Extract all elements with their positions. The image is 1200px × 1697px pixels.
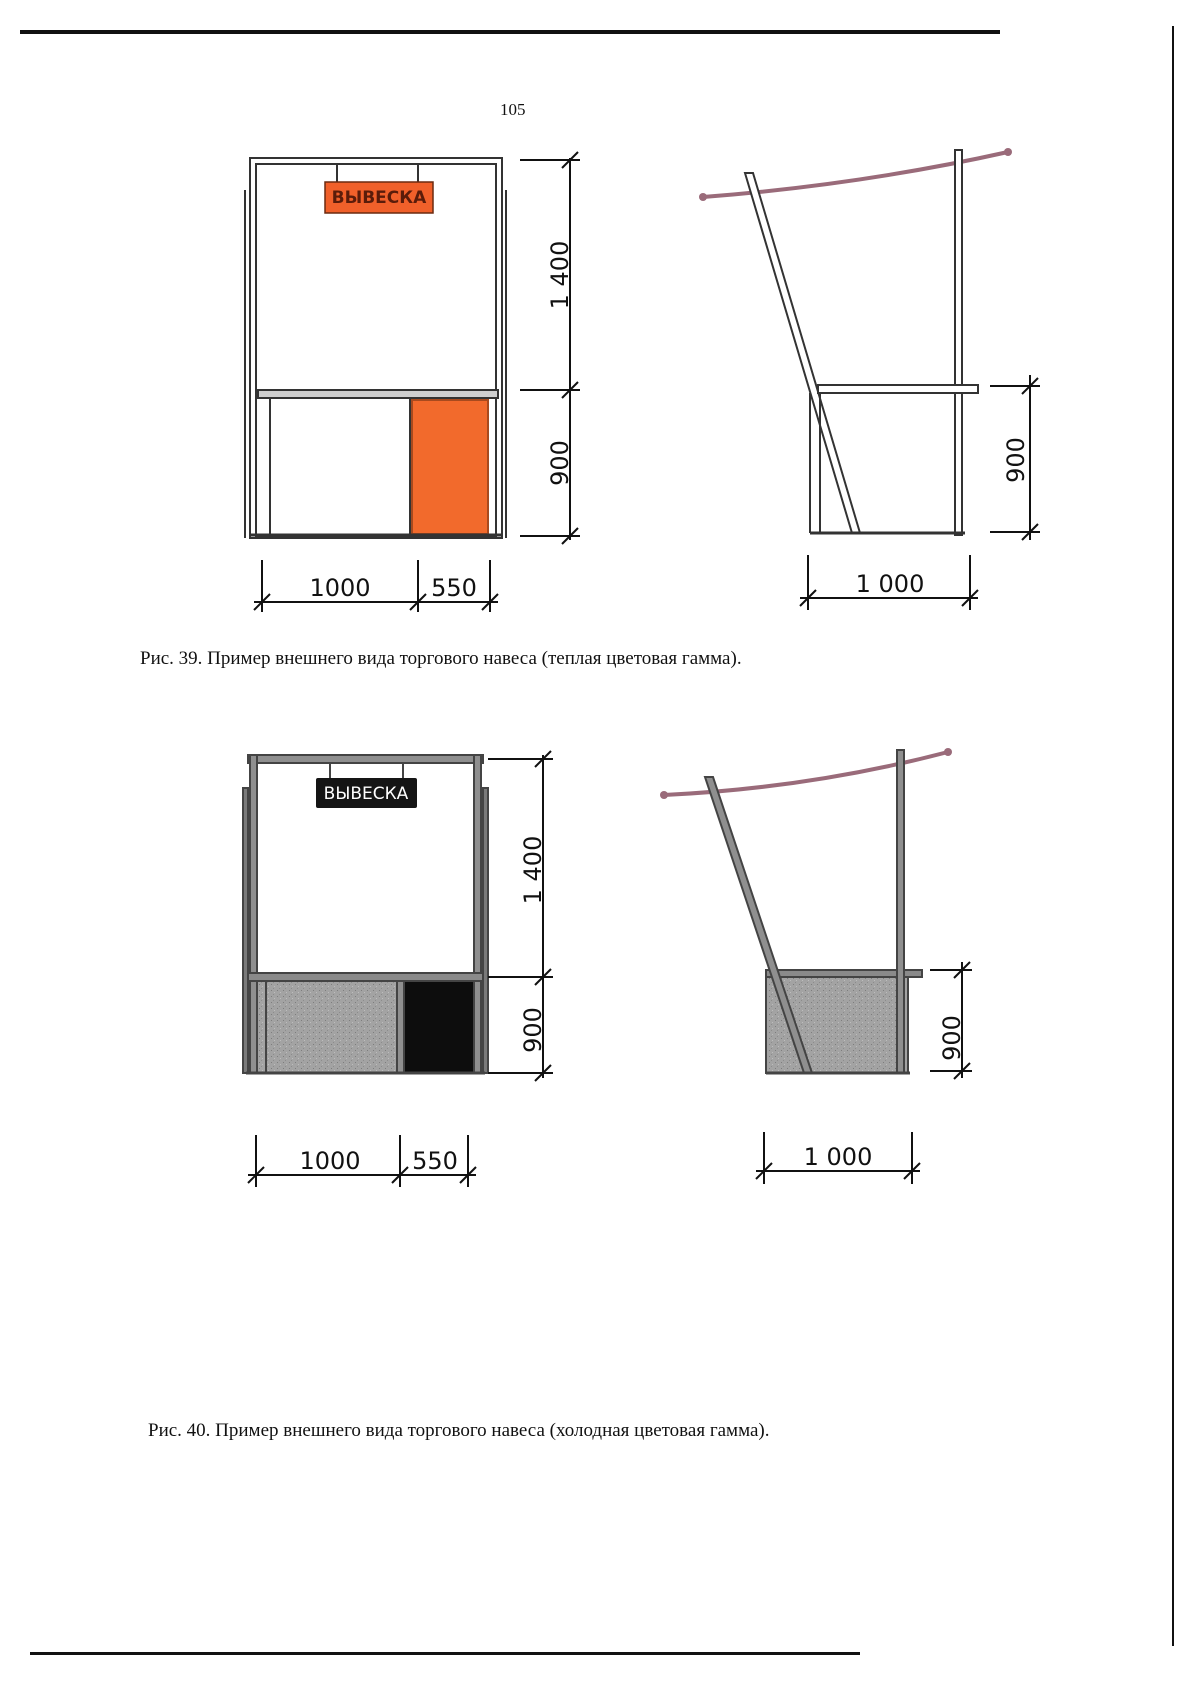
- dim-width-left-cold: 1000: [299, 1147, 361, 1175]
- dim-height-bottom-warm: 900: [546, 440, 574, 486]
- side-view-cold: [660, 748, 952, 1073]
- bottom-rule: [30, 1652, 860, 1655]
- dim-width-right-warm: 550: [431, 574, 477, 602]
- dim-side-width-cold: 1 000: [803, 1143, 873, 1171]
- dim-side-height-cold: 900: [938, 1015, 966, 1061]
- dim-width-right-cold: 550: [412, 1147, 458, 1175]
- dim-width-left-warm: 1000: [309, 574, 371, 602]
- figure-40-caption: Рис. 40. Пример внешнего вида торгового навеса (холодная цветовая гамма).: [148, 1420, 770, 1441]
- dim-height-bottom-cold: 900: [519, 1007, 547, 1053]
- dim-side-width-warm: 1 000: [855, 570, 925, 598]
- side-view-warm: [699, 148, 1012, 535]
- front-view-warm: [245, 158, 506, 538]
- dim-height-top-warm: 1 400: [546, 240, 574, 310]
- sign-text-cold: ВЫВЕСКА: [323, 784, 409, 804]
- figure-39-caption: Рис. 39. Пример внешнего вида торгового навеса (теплая цветовая гамма).: [140, 648, 742, 669]
- figure-39-drawing: [0, 0, 1200, 640]
- page-number: 105: [500, 100, 526, 119]
- door-panel-cold: [404, 981, 474, 1073]
- dim-side-height-warm: 900: [1002, 437, 1030, 483]
- sign-text-warm: ВЫВЕСКА: [331, 188, 427, 208]
- door-panel-warm: [412, 400, 488, 534]
- figure-40-drawing: [0, 700, 1200, 1260]
- dim-height-top-cold: 1 400: [519, 835, 547, 905]
